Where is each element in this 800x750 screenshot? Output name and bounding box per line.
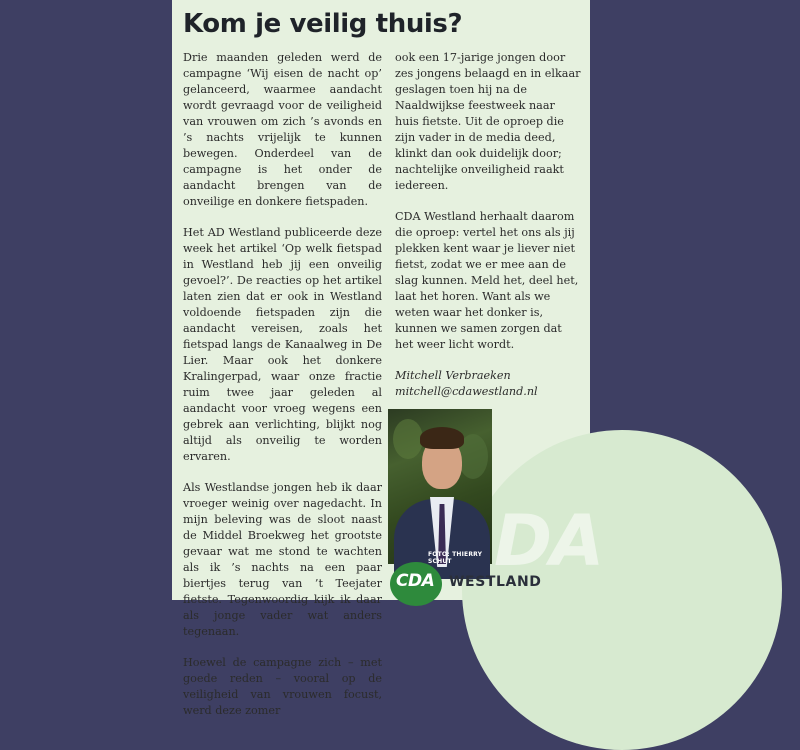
article-column-right — [395, 50, 581, 415]
cda-logo-text: CDA — [396, 571, 435, 591]
paragraph-2: Het AD Westland publiceerde deze week het artikel ‘Op welk fietspad in Westland heb jij een onveilig gevoel?’. De reacties op het artikel laten zien dat er ook in Westland voldoende fietspaden zijn die aandacht vereisen, zoals het fietspad langs de Kanaalweg in De Lier. Maar ook het donkere Kralingerpad, waar onze fractie ruim twee jaar geleden al aandacht voor vroeg wegens een gebrek aan verlichting, blijkt nog altijd als onveilig te worden ervaren. — [183, 226, 382, 463]
photo-hair — [420, 427, 464, 449]
cda-logo-region: WESTLAND — [449, 574, 542, 590]
cda-watermark-text: DA — [494, 500, 603, 582]
article-page — [172, 0, 603, 717]
paragraph-6: CDA Westland herhaalt daarom die oproep: vertel het ons als jij plekken kent waar je liever niet fietst, zodat we er mee aan de slag kunnen. Meld het, deel het, laat het horen. Want als we weten waar het donker is, kunnen we samen zorgen dat het weer licht wordt. — [395, 210, 579, 351]
article-headline: Kom je veilig thuis? — [183, 9, 463, 39]
photo-foliage — [393, 419, 423, 459]
paragraph-5: ook een 17-jarige jongen door zes jongens belaagd en in elkaar geslagen toen hij na de Naaldwijkse feestweek naar huis fietste. Uit de oproep die zijn vader in de media deed, klinkt dan ook duidelijk door; nachtelijke onveiligheid raakt iedereen. — [395, 51, 581, 192]
photo-credit: FOTO: THIERRY SCHUT — [428, 551, 483, 565]
author-name: Mitchell Verbraeken — [395, 369, 511, 382]
paragraph-3: Als Westlandse jongen heb ik daar vroeger weinig over nagedacht. In mijn beleving was de sloot naast de Middel Broekweg het grootste gevaar wat me stond te wachten als ik ’s nachts na een paar biertjes terug van ’t Teejater fietste. Tegenwoordig kijk ik daar als jonge vader wat anders tegenaan. — [183, 481, 382, 638]
author-signature — [395, 368, 581, 400]
paragraph-1: Drie maanden geleden werd de campagne ‘Wij eisen de nacht op’ gelanceerd, waarmee aandacht wordt gevraagd voor de veiligheid van vrouwen om zich ’s avonds en ’s nachts vrijelijk te kunnen bewegen. Onderdeel van de campagne is het onder de aandacht brengen van de onveilige en donkere fietspaden. — [183, 51, 382, 208]
cda-watermark-circle — [462, 430, 782, 750]
author-photo — [388, 409, 492, 564]
paragraph-4: Hoewel de campagne zich – met goede reden – vooral op de veiligheid van vrouwen focust, werd deze zomer — [183, 656, 382, 717]
article-column-left — [183, 50, 382, 734]
author-email: mitchell@cdawestland.nl — [395, 385, 538, 398]
